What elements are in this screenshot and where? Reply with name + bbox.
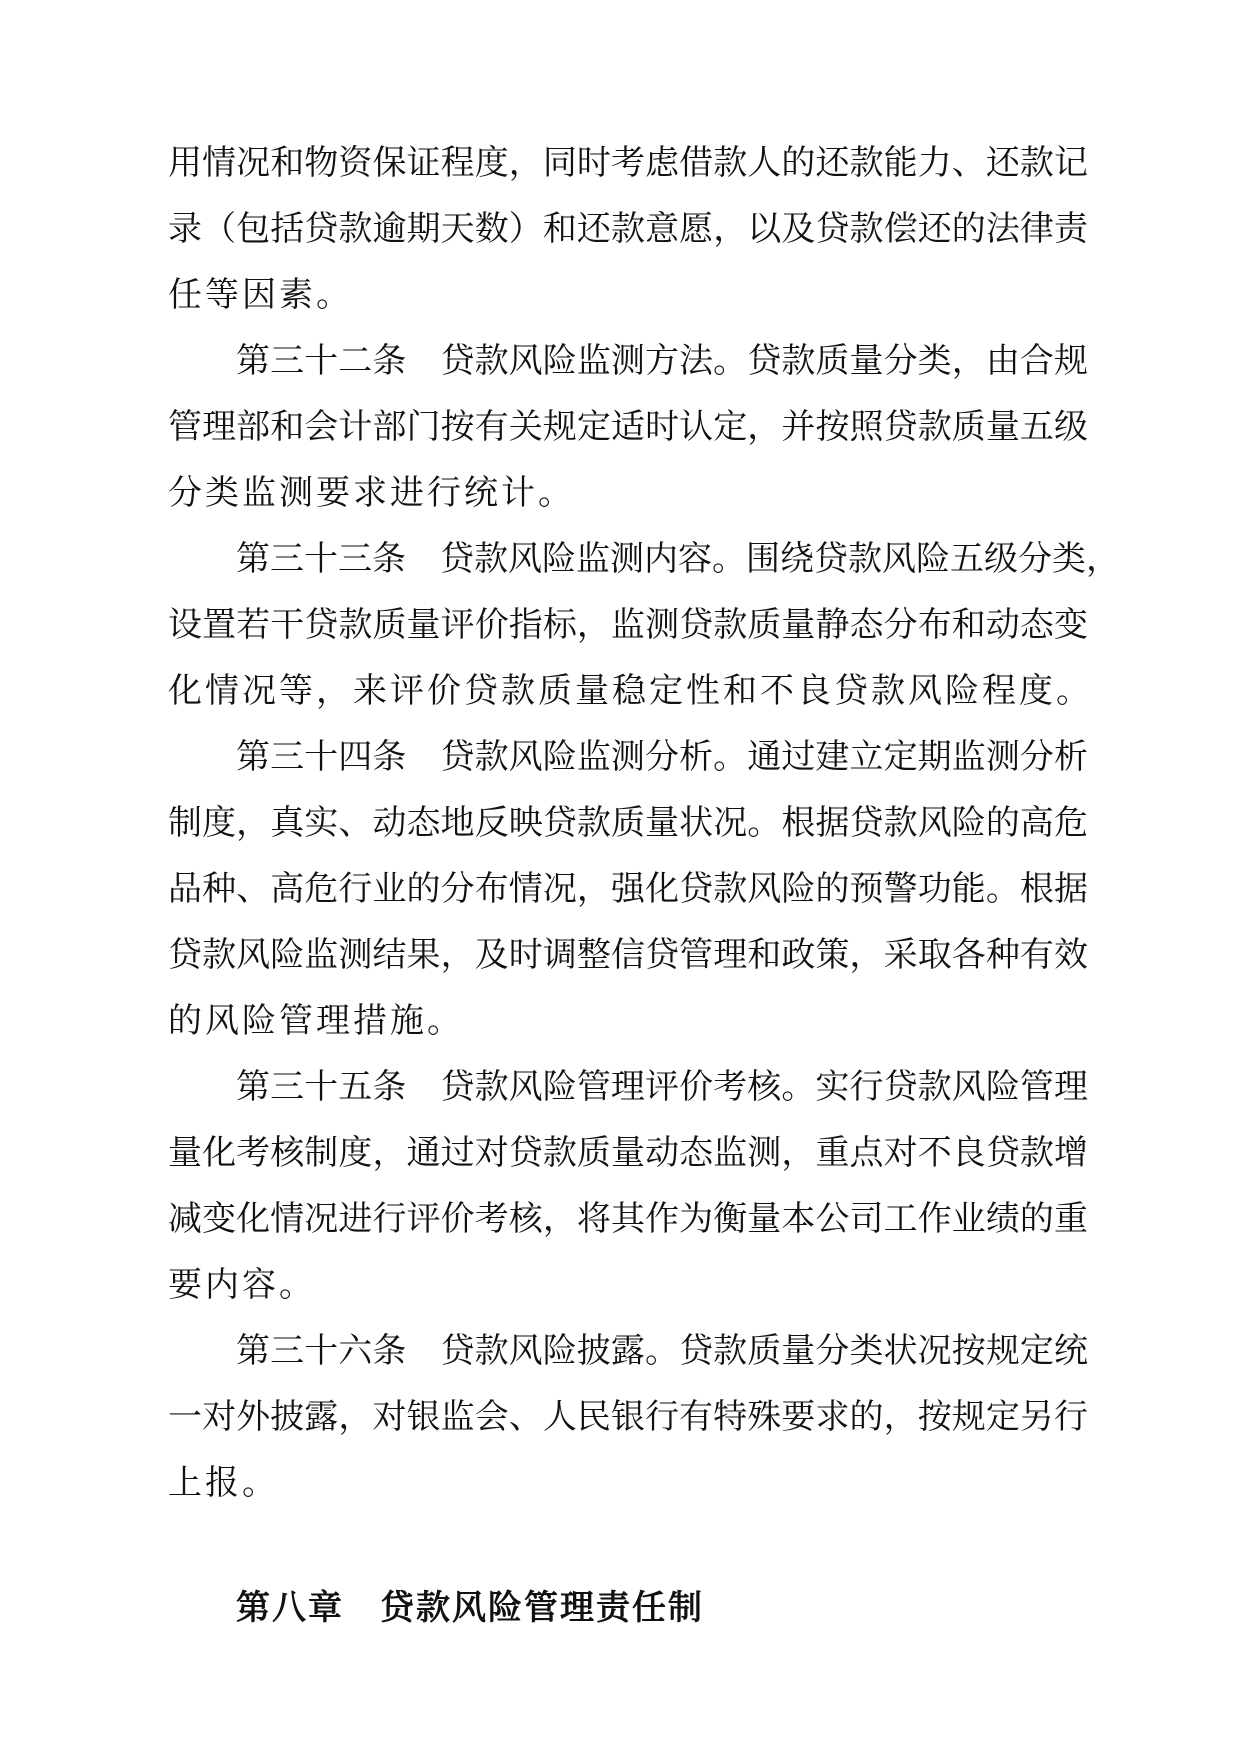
article-35-line: 第三十五条 贷款风险管理评价考核。实行贷款风险管理 [236,1067,1088,1107]
paragraph-line: 任等因素。 [168,275,353,315]
paragraph-line: 用情况和物资保证程度，同时考虑借款人的还款能力、还款记 [168,143,1088,183]
article-32-line: 第三十二条 贷款风险监测方法。贷款质量分类，由合规 [236,341,1088,381]
article-34-line: 第三十四条 贷款风险监测分析。通过建立定期监测分析 [236,737,1088,777]
paragraph-line: 管理部和会计部门按有关规定适时认定，并按照贷款质量五级 [168,407,1088,447]
article-33-line: 第三十三条 贷款风险监测内容。围绕贷款风险五级分类， [236,539,1120,579]
paragraph-line: 上报。 [168,1463,279,1503]
paragraph-line: 制度，真实、动态地反映贷款质量状况。根据贷款风险的高危 [168,803,1088,843]
paragraph-line: 录（包括贷款逾期天数）和还款意愿，以及贷款偿还的法律责 [168,209,1088,249]
paragraph-line: 设置若干贷款质量评价指标，监测贷款质量静态分布和动态变 [168,605,1088,645]
paragraph-line: 化情况等，来评价贷款质量稳定性和不良贷款风险程度。 [168,671,1093,711]
paragraph-line: 减变化情况进行评价考核，将其作为衡量本公司工作业绩的重 [168,1199,1088,1239]
paragraph-line: 要内容。 [168,1265,316,1305]
paragraph-line: 贷款风险监测结果，及时调整信贷管理和政策，采取各种有效 [168,935,1088,975]
paragraph-line: 一对外披露，对银监会、人民银行有特殊要求的，按规定另行 [168,1397,1088,1437]
paragraph-line: 的风险管理措施。 [168,1001,464,1041]
paragraph-line: 量化考核制度，通过对贷款质量动态监测，重点对不良贷款增 [168,1133,1088,1173]
paragraph-line: 分类监测要求进行统计。 [168,473,575,513]
paragraph-line: 品种、高危行业的分布情况，强化贷款风险的预警功能。根据 [168,869,1088,909]
chapter-heading: 第八章 贷款风险管理责任制 [236,1588,704,1628]
article-36-line: 第三十六条 贷款风险披露。贷款质量分类状况按规定统 [236,1331,1088,1371]
